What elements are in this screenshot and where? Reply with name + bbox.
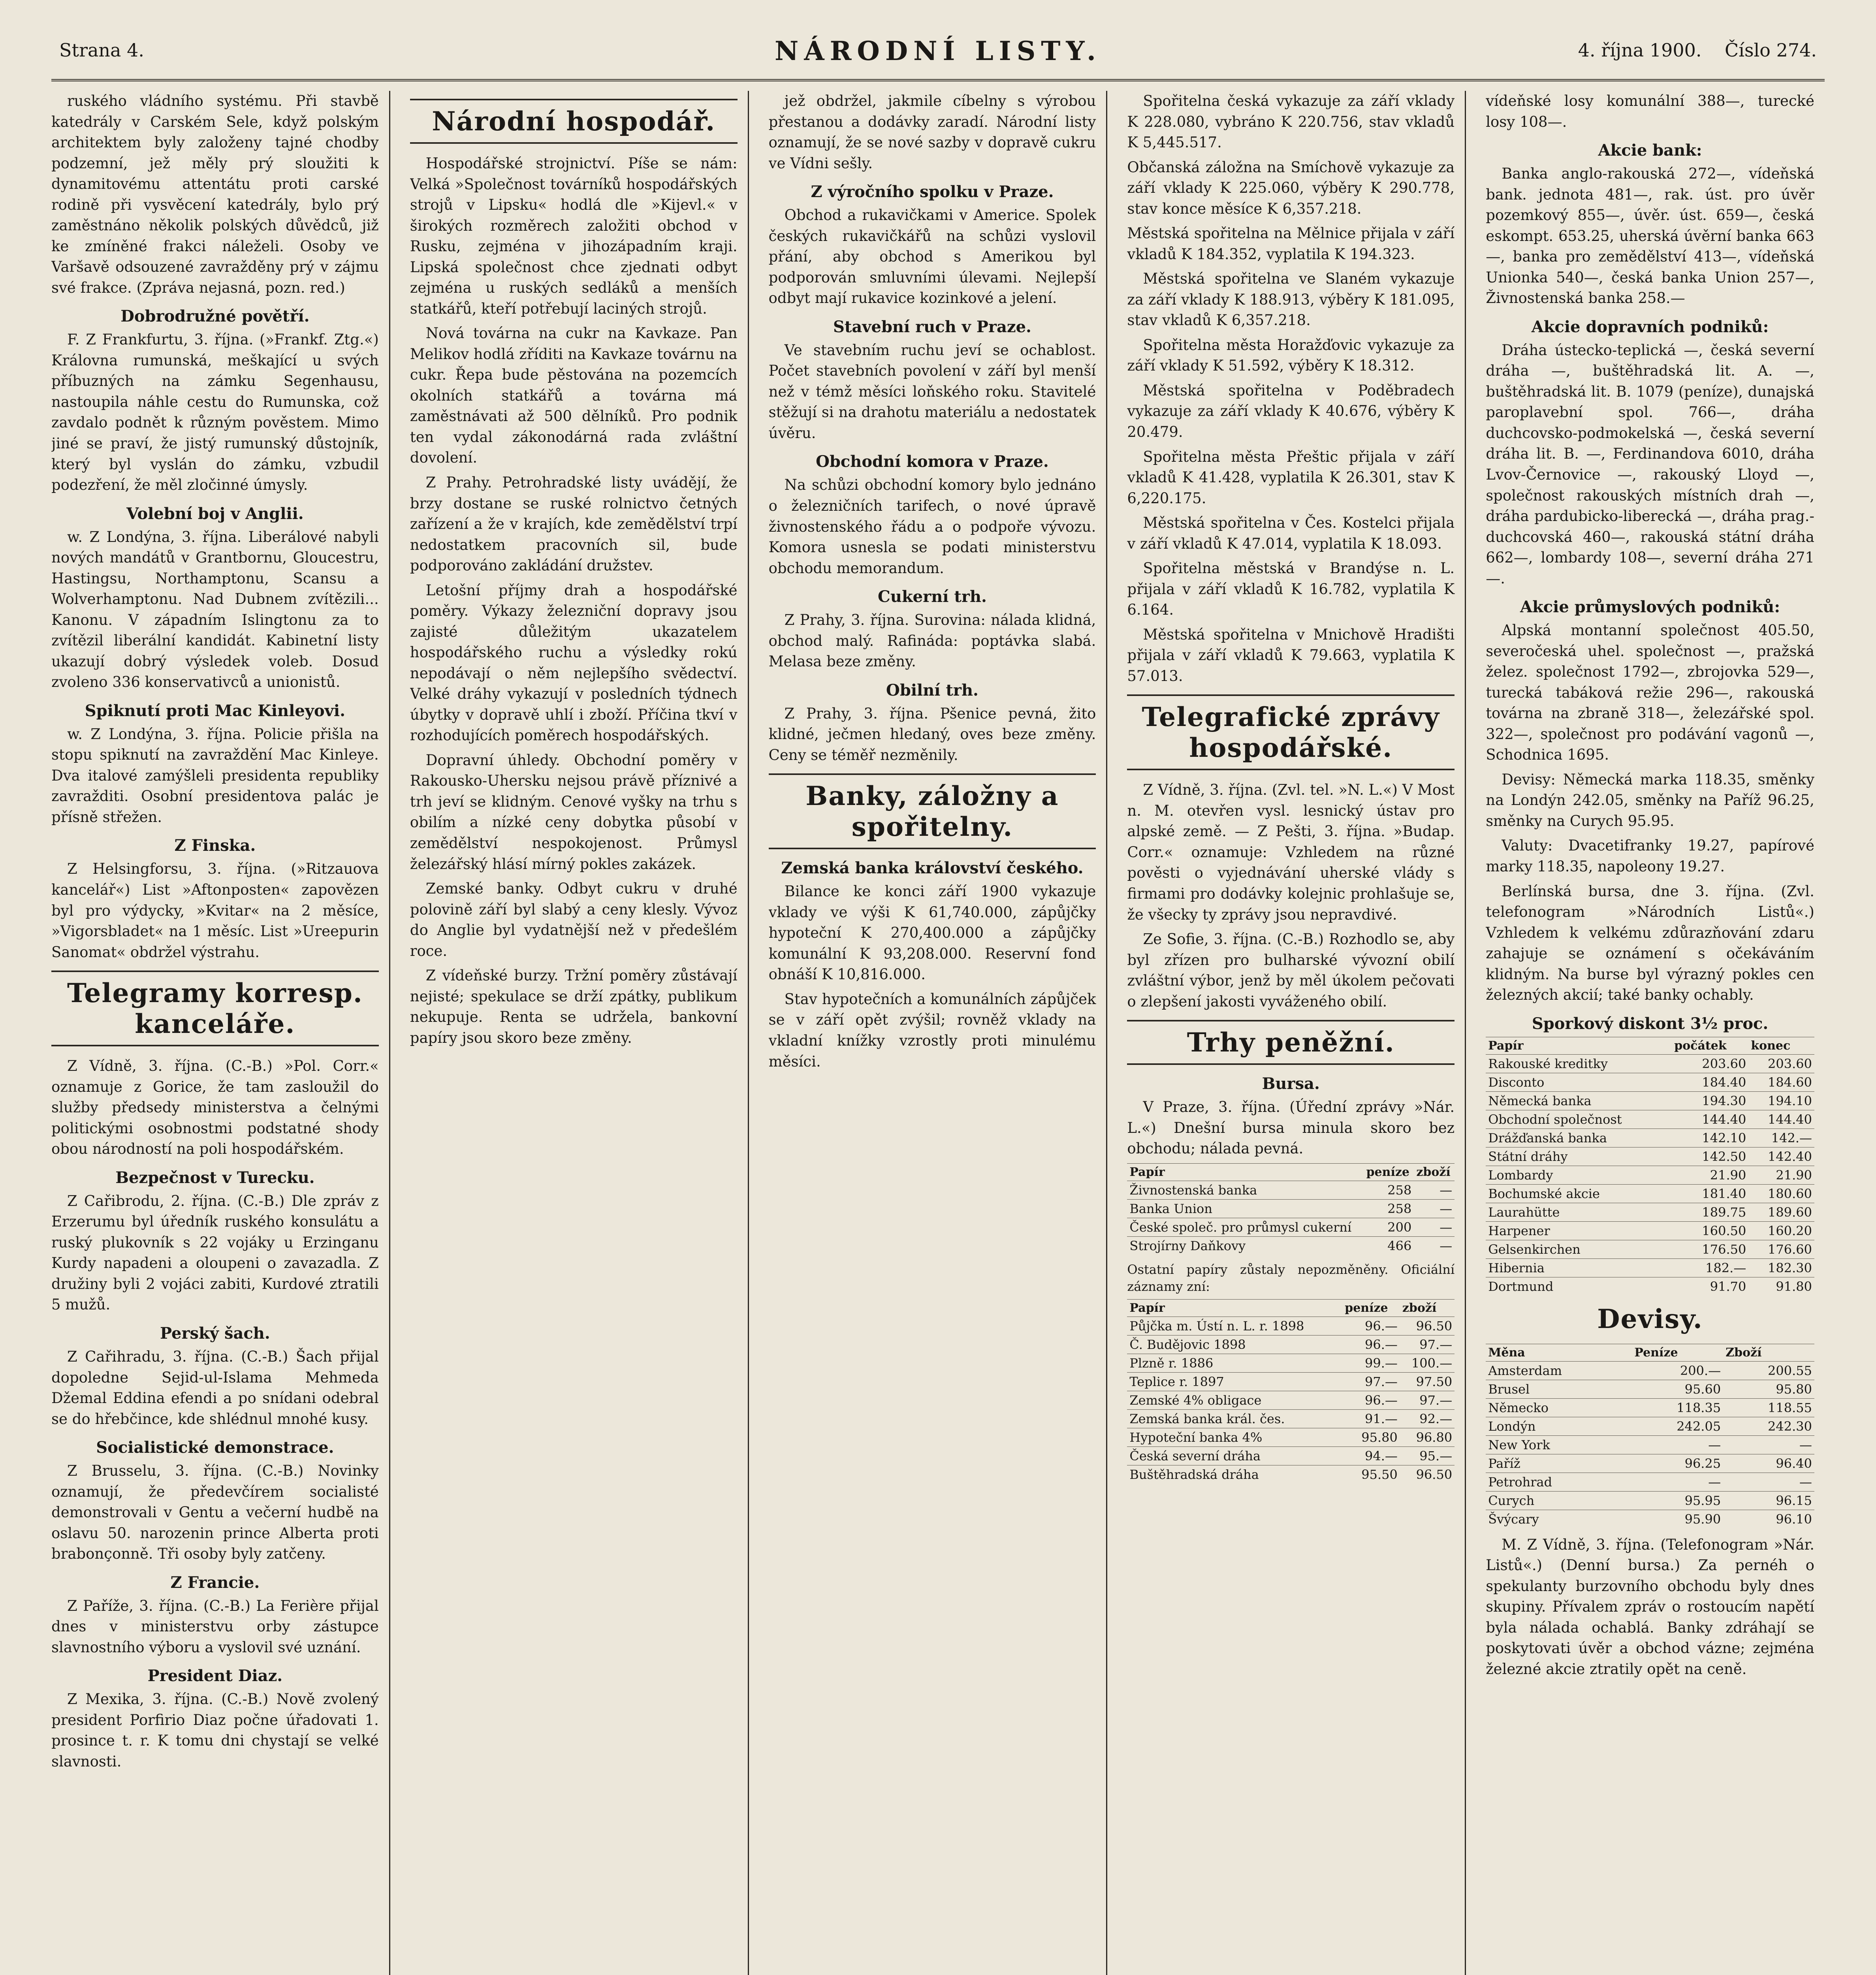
heading-akcie-prumysl: Akcie průmyslových podniků: bbox=[1520, 598, 1780, 617]
bank-name: České společ. pro průmysl cukerní bbox=[1127, 1218, 1364, 1236]
page-number: Strana 4. bbox=[59, 40, 144, 61]
heading-akcie-bank: Akcie bank: bbox=[1598, 141, 1702, 160]
berlin-a: 176.50 bbox=[1672, 1240, 1748, 1258]
devisy-b: 200.55 bbox=[1723, 1361, 1814, 1380]
devisy-a: 118.35 bbox=[1632, 1398, 1723, 1417]
spiknuti-text: w. Z Londýna, 3. října. Policie přišla na stopu spiknutí na zavraždění Mac Kinleye. Dva italové zamýšleli presidenta republiky zavražditi. Osobní presidentova palác je přísně střežen. bbox=[51, 725, 379, 826]
francie-text: Z Paříže, 3. října. (C.-B.) La Ferière přijal dnes v ministerstvu orby zástupce slavnostního výboru a vyslovil své uznání. bbox=[51, 1597, 379, 1656]
hospodar-text-1: Hospodářské strojnictví. Píše se nám: Velká »Společnost továrníků hospodářských strojů v Lipsku« hodlá dle »Kijevl.« v širokých rozměrech založiti obchod v Rusku, zejména v jihozápadním kraji. Lipská společnost chce zjednati odbyt zejména u ruských sedláků a menších statkářů, kteří potřebují laciných strojů. bbox=[410, 155, 738, 317]
berlin-a: 142.10 bbox=[1672, 1129, 1748, 1147]
berlin-name: Lombardy bbox=[1486, 1166, 1672, 1184]
bond-table-header-cell: zboží bbox=[1400, 1300, 1455, 1317]
mestska-sporitelna: Městská spořitelna na Mělnice přijala v září vkladů K 184.352, vyplatila K 194.323. bbox=[1127, 225, 1455, 263]
bond-goods: 96.80 bbox=[1400, 1428, 1455, 1447]
bond-money: 95.80 bbox=[1342, 1428, 1400, 1447]
bank-money: 200 bbox=[1364, 1218, 1414, 1236]
col5-text-3: Dráha ústecko-teplická —, česká severní dráha —, buštěhradská lit. A. —, buštěhradská lit. B. 1079 (peníze), dunajská paroplavební spol. 766—, dráha duchcovsko-podmokelská —, česká severní dráha lit. B. —, Ferdinandova 6010, dráha Lvov-Černovice —, rakouský Lloyd —, společnost rakouských místních drah —, dráha pardubicko-liberecká —, dráha prag.-duchcovská 460—, rakouská státní dráha 662—, lombardy 108—, severní dráha 271—. bbox=[1486, 341, 1814, 587]
berlin-header-cell: Papír bbox=[1486, 1037, 1672, 1054]
table-row bbox=[1486, 1417, 1814, 1435]
berlin-name: Hibernia bbox=[1486, 1258, 1672, 1277]
col4-text-2: Městská spořitelna ve Slaném vykazuje za září vklady K 188.913, výběry K 181.095, stav vkladů K 6,357.218. bbox=[1127, 270, 1455, 329]
bond-name: Buštěhradská dráha bbox=[1127, 1465, 1342, 1484]
col4-text-8: Městská spořitelna v Mnichově Hradišti přijala v září vkladů K 79.663, vyplatila K 57.013. bbox=[1127, 626, 1455, 685]
berlin-a: 144.40 bbox=[1672, 1110, 1748, 1129]
berlin-name: Dortmund bbox=[1486, 1277, 1672, 1296]
col4-text-4: Městská spořitelna v Poděbradech vykazuje za září vklady K 40.676, výběry K 20.479. bbox=[1127, 382, 1455, 440]
heading-socialisticke: Socialistické demonstrace. bbox=[96, 1438, 334, 1457]
table-row bbox=[1127, 1317, 1455, 1335]
berlin-b: 142.— bbox=[1748, 1129, 1814, 1147]
dobrodruzne-text: F. Z Frankfurtu, 3. října. (»Frankf. Ztg.«) Královna rumunská, meškající u svých příbuzných na zámku Segenhausu, nastoupila náhle cestu do Rumunska, což zavdalo podnět k různým pověstem. Mimo jiné se praví, že jistý rumunský důstojník, který byl vyslán do zámku, vzbudil podezření, že měl zločinné úmysly. bbox=[51, 331, 379, 494]
hospodar-text-2: Nová továrna na cukr na Kavkaze. Pan Melikov hodlá zříditi na Kavkaze továrnu na cukr. Řepa bude pěstována na pozemcích okolních statkářů a továrna má zaměstnávati až 500 dělníků. Pro podnik ten vydal zákonodárná rada zvláštní dovolení. bbox=[410, 325, 738, 466]
col5-closing-text: M. Z Vídně, 3. října. (Telefonogram »Nár. Listů«.) (Denní bursa.) Za pernéh o spekulanty burzovního obchodu byly dnes skupiny. Přívalem zpráv o rostoucím napětí byla nálada ochablá. Banky zdráhají se poskytovati úvěr a obchod vázne; zejména železné akcie ztratily opět na ceně. bbox=[1486, 1536, 1814, 1678]
bond-name: Č. Budějovic 1898 bbox=[1127, 1335, 1342, 1354]
table-row bbox=[1486, 1454, 1814, 1473]
col5-text-2: Banka anglo-rakouská 272—, vídeňská bank. jednota 481—, rak. úst. pro úvěr pozemkový 855—, úvěr. úst. 659—, česká eskompt. 653.25, uherská úvěrní banka 663—, banka pro zemědělství 413—, vídeňská Unionka 540—, česká banka Union 257—, Živnostenská banka 258.— bbox=[1486, 165, 1814, 307]
socialisticke-text: Z Brusselu, 3. října. (C.-B.) Novinky oznamují, že předevčírem socialisté demonstrovali v Gentu a večerní hudbě na oslavu 50. narozenin prince Alberta proti brabonçonně. Tři osoby byly zatčeny. bbox=[51, 1462, 379, 1563]
berlin-name: Harpener bbox=[1486, 1221, 1672, 1240]
bond-name: Hypoteční banka 4% bbox=[1127, 1428, 1342, 1447]
berlin-name: Laurahütte bbox=[1486, 1203, 1672, 1221]
table-row bbox=[1127, 1428, 1455, 1447]
table-row bbox=[1486, 1110, 1814, 1129]
devisy-table-header bbox=[1486, 1344, 1814, 1361]
col5-text-6: Valuty: Dvacetifranky 19.27, papírové marky 118.35, napoleony 19.27. bbox=[1486, 837, 1814, 875]
heading-obili: Obilní trh. bbox=[886, 681, 978, 700]
devisy-header-cell: Zboží bbox=[1723, 1344, 1814, 1361]
heading-president: President Diaz. bbox=[147, 1667, 283, 1685]
heading-spiknuti: Spiknutí proti Mac Kinleyovi. bbox=[85, 701, 346, 720]
bond-goods: 96.50 bbox=[1400, 1465, 1455, 1484]
table-row bbox=[1486, 1258, 1814, 1277]
devisy-a: 242.05 bbox=[1632, 1417, 1723, 1435]
berlin-b: 203.60 bbox=[1748, 1054, 1814, 1073]
berlin-name: Drážďanská banka bbox=[1486, 1129, 1672, 1147]
berlin-name: Gelsenkirchen bbox=[1486, 1240, 1672, 1258]
columns bbox=[51, 91, 1825, 1975]
devisy-b: 242.30 bbox=[1723, 1417, 1814, 1435]
table-row bbox=[1127, 1465, 1455, 1484]
table-row bbox=[1127, 1218, 1455, 1236]
devisy-name: Petrohrad bbox=[1486, 1473, 1632, 1491]
bank-table-header-cell: Papír bbox=[1127, 1163, 1364, 1181]
table-row bbox=[1486, 1073, 1814, 1091]
heading-obchodni: Obchodní komora v Praze. bbox=[816, 452, 1049, 471]
table-row bbox=[1486, 1221, 1814, 1240]
bond-name: Plzně r. 1886 bbox=[1127, 1354, 1342, 1373]
heading-bezpecnost: Bezpečnost v Turecku. bbox=[115, 1168, 315, 1187]
table-row bbox=[1486, 1473, 1814, 1491]
volebni-text: w. Z Londýna, 3. října. Liberálové nabyli nových mandátů v Grantbornu, Gloucestru, Hastingsu, Northamptonu, Scansu a Wolverhamptonu. Nad Dubnem zvítězili... Kanonu. V západním Islingtonu za to zvítězil liberální kandidát. Kabinetní listy ukazují dobrý výsledek voleb. Dosud zvoleno 336 konservativců a unionistů. bbox=[51, 528, 379, 691]
table-row bbox=[1486, 1361, 1814, 1380]
telegram-heading: Telegramy korresp. kanceláře. bbox=[51, 971, 379, 1046]
bond-money: 94.— bbox=[1342, 1447, 1400, 1465]
table-row bbox=[1486, 1147, 1814, 1166]
berlin-b: 144.40 bbox=[1748, 1110, 1814, 1129]
section-trhy: Trhy peněžní. bbox=[1127, 1020, 1455, 1065]
hospodar-text-6: Zemské banky. Odbyt cukru v druhé polovině září byl slabý a ceny klesly. Vývoz do Anglie byl vydatnější než v předešlém roce. bbox=[410, 880, 738, 959]
bond-money: 96.— bbox=[1342, 1391, 1400, 1410]
devisy-name: Švýcary bbox=[1486, 1510, 1632, 1528]
col5-text-1: vídeňské losy komunální 388—, turecké losy 108—. bbox=[1486, 92, 1814, 130]
bezpecnost-text: Z Cařibrodu, 2. října. (C.-B.) Dle zpráv z Erzerumu byl úředník ruského konsulátu a ruský plukovník s 22 vojáky u Erzinganu Kurdy napadeni a oloupeni o zavazadla. Z družiny byli 2 vojáci zabiti, Kurdové ztratili 5 mužů. bbox=[51, 1192, 379, 1313]
bank-name: Strojírny Daňkovy bbox=[1127, 1236, 1364, 1255]
col5-text-7: Berlínská bursa, dne 3. října. (Zvl. telefonogram »Národních Listů«.) Vzhledem k velkému zdůrazňování zdaru zahajuje se oznámení s očekáváním klidným. Na burse byl výrazný pokles cen železných akcií; také banky ochably. bbox=[1486, 882, 1814, 1004]
devisy-a: 95.90 bbox=[1632, 1510, 1723, 1528]
berlin-a: 91.70 bbox=[1672, 1277, 1748, 1296]
section-banky: Banky, záložny a spořitelny. bbox=[769, 773, 1096, 849]
col4-text-5: Spořitelna města Přeštic přijala v září vkladů K 41.428, vyplatila K 26.301, stav K 6,220.175. bbox=[1127, 448, 1455, 507]
devisy-header-cell: Měna bbox=[1486, 1344, 1632, 1361]
devisy-heading: Devisy. bbox=[1597, 1303, 1703, 1334]
bond-name: Zemské 4% obligace bbox=[1127, 1391, 1342, 1410]
newspaper-title: NÁRODNÍ LISTY. bbox=[775, 36, 1101, 66]
devisy-name: New York bbox=[1486, 1435, 1632, 1454]
bond-name: Půjčka m. Ústí n. L. r. 1898 bbox=[1127, 1317, 1342, 1335]
table-row bbox=[1127, 1373, 1455, 1391]
devisy-table bbox=[1486, 1344, 1814, 1528]
date: 4. října 1900. bbox=[1578, 40, 1702, 61]
table-row bbox=[1127, 1447, 1455, 1465]
table-row bbox=[1486, 1398, 1814, 1417]
table-row bbox=[1486, 1184, 1814, 1203]
devisy-a: 95.95 bbox=[1632, 1491, 1723, 1510]
column-2 bbox=[410, 91, 749, 1975]
hospodar-text-3: Z Prahy. Petrohradské listy uvádějí, že brzy dostane se ruské rolnictvo četných zařízení a že v krajích, kde zemědělství trpí nedostatkem pracovních sil, bude podporováno zakládání družstev. bbox=[410, 474, 738, 574]
finska-text: Z Helsingforsu, 3. října. (»Ritzauova kancelář«) List »Aftonposten« zapovězen byl pro výdycky, »Kvitar« na 2 měsíce, »Vigorsbladet« na 1 měsíc. List »Ureepurin Sanomat« obdržel výstrahu. bbox=[51, 860, 379, 961]
table-row bbox=[1486, 1054, 1814, 1073]
berlin-a: 160.50 bbox=[1672, 1221, 1748, 1240]
bond-goods: 96.50 bbox=[1400, 1317, 1455, 1335]
berlin-b: 160.20 bbox=[1748, 1221, 1814, 1240]
bank-money: 258 bbox=[1364, 1199, 1414, 1218]
column-5 bbox=[1486, 91, 1825, 1975]
col3-text-8: Stav hypotečních a komunálních zápůjček se v září opět zvýšil; rovněž vklady na vkladní knížky vzrostly proti minulému měsíci. bbox=[768, 990, 1096, 1070]
berlin-name: Disconto bbox=[1486, 1073, 1672, 1091]
bond-table-header bbox=[1127, 1300, 1455, 1317]
bank-name: Banka Union bbox=[1127, 1199, 1364, 1218]
bond-table-header-cell: Papír bbox=[1127, 1300, 1342, 1317]
col4-text-7: Spořitelna městská v Brandýse n. L. přijala v září vkladů K 16.782, vyplatila K 6.164. bbox=[1127, 560, 1455, 619]
devisy-name: Paříž bbox=[1486, 1454, 1632, 1473]
berlin-b: 180.60 bbox=[1748, 1184, 1814, 1203]
devisy-header-cell: Peníze bbox=[1632, 1344, 1723, 1361]
table-row bbox=[1127, 1236, 1455, 1255]
bond-name: Česká severní dráha bbox=[1127, 1447, 1342, 1465]
table-row bbox=[1486, 1277, 1814, 1296]
heading-akcie-doprav: Akcie dopravních podniků: bbox=[1531, 317, 1769, 336]
issue-date bbox=[1578, 40, 1817, 61]
berlin-table-header bbox=[1486, 1037, 1814, 1054]
berlin-a: 189.75 bbox=[1672, 1203, 1748, 1221]
table-row bbox=[1127, 1354, 1455, 1373]
column-1 bbox=[51, 91, 390, 1975]
table-row bbox=[1127, 1181, 1455, 1199]
table-row bbox=[1486, 1129, 1814, 1147]
devisy-a: — bbox=[1632, 1473, 1723, 1491]
bond-money: 96.— bbox=[1342, 1335, 1400, 1354]
berlin-table bbox=[1486, 1037, 1814, 1296]
heading-hospodarske: Stavební ruch v Praze. bbox=[833, 317, 1031, 336]
heading-finska: Z Finska. bbox=[174, 836, 256, 855]
berlin-b: 194.10 bbox=[1748, 1091, 1814, 1110]
bank-goods: — bbox=[1414, 1218, 1455, 1236]
devisy-name: Amsterdam bbox=[1486, 1361, 1632, 1380]
table-row bbox=[1486, 1491, 1814, 1510]
berlin-name: Státní dráhy bbox=[1486, 1147, 1672, 1166]
col3-text-4: Na schůzi obchodní komory bylo jednáno o železničních tarifech, o nové úpravě živnostenského řádu a o podpoře vývozu. Komora usnesla se podati ministerstvu obchodu memorandum. bbox=[768, 476, 1096, 577]
page-header bbox=[51, 28, 1825, 81]
grain-heading: Sporkový diskont 3½ proc. bbox=[1532, 1014, 1769, 1033]
table-row bbox=[1486, 1203, 1814, 1221]
berlin-a: 21.90 bbox=[1672, 1166, 1748, 1184]
bank-goods: — bbox=[1414, 1236, 1455, 1255]
berlin-name: Rakouské kreditky bbox=[1486, 1054, 1672, 1073]
devisy-b: 95.80 bbox=[1723, 1380, 1814, 1398]
col3-text-3: Ve stavebním ruchu jeví se ochablost. Počet stavebních povolení v září byl menší než v témž měsíci loňského roku. Stavitelé stěžují si na drahotu materiálu a nedostatek úvěru. bbox=[768, 341, 1096, 442]
heading-persky: Perský šach. bbox=[160, 1324, 270, 1343]
bank-table-header-cell: peníze bbox=[1364, 1163, 1414, 1181]
table-row bbox=[1127, 1410, 1455, 1428]
table-row bbox=[1486, 1240, 1814, 1258]
berlin-name: Obchodní společnost bbox=[1486, 1110, 1672, 1129]
table-row bbox=[1127, 1391, 1455, 1410]
devisy-b: — bbox=[1723, 1473, 1814, 1491]
bond-goods: 95.— bbox=[1400, 1447, 1455, 1465]
obcanska-zalozna: Občanská záložna na Smíchově vykazuje za září vklady K 225.060, výběry K 290.778, stav konce měsíce K 6,357.218. bbox=[1127, 158, 1455, 217]
column-3 bbox=[769, 91, 1108, 1975]
devisy-b: — bbox=[1723, 1435, 1814, 1454]
table-row bbox=[1486, 1091, 1814, 1110]
devisy-a: — bbox=[1632, 1435, 1723, 1454]
burza-note: Ostatní papíry zůstaly nepozměněny. Oficiální záznamy zní: bbox=[1127, 1262, 1455, 1294]
berlin-name: Německá banka bbox=[1486, 1091, 1672, 1110]
bond-goods: 97.— bbox=[1400, 1391, 1455, 1410]
sofie-text: Ze Sofie, 3. října. (C.-B.) Rozhodlo se, aby byl zřízen pro bulharské vývozní obilí zvláštní výbor, jenž by měl úkolem pečovati o zlepšení jakosti vyváženého obilí. bbox=[1127, 931, 1455, 1010]
column-4 bbox=[1127, 91, 1466, 1975]
devisy-b: 118.55 bbox=[1723, 1398, 1814, 1417]
berlin-header-cell: počátek bbox=[1672, 1037, 1748, 1054]
berlin-b: 184.60 bbox=[1748, 1073, 1814, 1091]
berlin-a: 181.40 bbox=[1672, 1184, 1748, 1203]
table-row bbox=[1486, 1435, 1814, 1454]
devisy-b: 96.40 bbox=[1723, 1454, 1814, 1473]
col4-text-3: Spořitelna města Horažďovic vykazuje za září vklady K 51.592, výběry K 18.312. bbox=[1127, 336, 1455, 374]
col4-text-1: Spořitelna česká vykazuje za září vklady K 228.080, vybráno K 220.756, stav vkladů K 5,445.517. bbox=[1127, 92, 1455, 151]
berlin-b: 142.40 bbox=[1748, 1147, 1814, 1166]
bank-goods: — bbox=[1414, 1181, 1455, 1199]
issue-number: Číslo 274. bbox=[1725, 40, 1817, 61]
berlin-a: 203.60 bbox=[1672, 1054, 1748, 1073]
col4-text-6: Městská spořitelna v Čes. Kostelci přijala v září vkladů K 47.014, vyplatila K 18.093. bbox=[1127, 514, 1455, 552]
bank-name: Živnostenská banka bbox=[1127, 1181, 1364, 1199]
table-row bbox=[1127, 1199, 1455, 1218]
bond-goods: 92.— bbox=[1400, 1410, 1455, 1428]
bond-table bbox=[1127, 1299, 1455, 1484]
table-row bbox=[1127, 1335, 1455, 1354]
bond-goods: 97.— bbox=[1400, 1335, 1455, 1354]
burza-heading: Bursa. bbox=[1262, 1074, 1320, 1093]
bond-money: 95.50 bbox=[1342, 1465, 1400, 1484]
berlin-name: Bochumské akcie bbox=[1486, 1184, 1672, 1203]
berlin-b: 91.80 bbox=[1748, 1277, 1814, 1296]
bond-goods: 97.50 bbox=[1400, 1373, 1455, 1391]
col3-text-5: Z Prahy, 3. října. Surovina: nálada klidná, obchod malý. Rafináda: poptávka slabá. Melasa beze změny. bbox=[768, 611, 1096, 670]
hospodar-text-7: Z vídeňské burzy. Tržní poměry zůstávají nejisté; spekulace se drží zpátky, publikum nekupuje. Renta se udržela, bankovní papíry jsou skoro beze změny. bbox=[410, 967, 738, 1046]
berlin-a: 182.— bbox=[1672, 1258, 1748, 1277]
bond-name: Teplice r. 1897 bbox=[1127, 1373, 1342, 1391]
heading-cukr: Cukerní trh. bbox=[878, 587, 987, 606]
col5-text-5: Devisy: Německá marka 118.35, směnky na Londýn 242.05, směnky na Paříž 96.25, směnky na Curych 95.95. bbox=[1486, 771, 1814, 830]
bank-goods: — bbox=[1414, 1199, 1455, 1218]
section-narodni-hospodar: Národní hospodář. bbox=[410, 99, 738, 144]
heading-vyvoz: Z výročního spolku v Praze. bbox=[811, 182, 1054, 201]
devisy-a: 96.25 bbox=[1632, 1454, 1723, 1473]
berlin-a: 194.30 bbox=[1672, 1091, 1748, 1110]
devisy-name: Brusel bbox=[1486, 1380, 1632, 1398]
table-row bbox=[1486, 1166, 1814, 1184]
bank-money: 466 bbox=[1364, 1236, 1414, 1255]
burza-text: V Praze, 3. října. (Úřední zprávy »Nár. L.«) Dnešní bursa minula skoro bez obchodu; nálada pevná. bbox=[1127, 1098, 1455, 1157]
berlin-b: 21.90 bbox=[1748, 1166, 1814, 1184]
col3-text-2: Obchod a rukavičkami v Americe. Spolek českých rukavičkářů na schůzi vyslovil přání, aby obchod s Amerikou byl podporován smluvními úlevami. Nejlepší odbyt mají rukavice kozinkové a jelení. bbox=[768, 207, 1096, 307]
berlin-b: 182.30 bbox=[1748, 1258, 1814, 1277]
bond-table-header-cell: peníze bbox=[1342, 1300, 1400, 1317]
section-telegraf: Telegrafické zprávy hospodářské. bbox=[1127, 694, 1455, 770]
col3-text-7: Bilance ke konci září 1900 vykazuje vklady ve výši K 61,740.000, zápůjčky hypoteční K 270,400.000 a zápůjčky komunální K 93,208.000. Reservní fond obnáší K 10,816.000. bbox=[768, 883, 1096, 983]
hospodar-text-4: Letošní příjmy drah a hospodářské poměry. Výkazy železniční dopravy jsou zajisté důležitým ukazatelem hospodářského ruchu a výsledky rokú nepodávají o něm nejlepšího svědectví. Velké dráhy vykazují v posledních týdnech úbytky v dopravě uhlí i zboží. Příčina tkví v rozhodujících poměrech hospodářských. bbox=[410, 581, 738, 744]
berlin-b: 176.60 bbox=[1748, 1240, 1814, 1258]
bank-table bbox=[1127, 1163, 1455, 1255]
bond-goods: 100.— bbox=[1400, 1354, 1455, 1373]
telegram-text: Z Vídně, 3. října. (C.-B.) »Pol. Corr.« oznamuje z Gorice, že tam zasloužil do služby předsedy ministerstva a čelnými politickými osobnostmi podstatné shody obou národností na poli hospodářském. bbox=[51, 1057, 379, 1158]
devisy-name: Curych bbox=[1486, 1491, 1632, 1510]
devisy-a: 200.— bbox=[1632, 1361, 1723, 1380]
bank-table-header-cell: zboží bbox=[1414, 1163, 1455, 1181]
president-text: Z Mexika, 3. října. (C.-B.) Nově zvolený president Porfirio Diaz počne úřadovati 1. prosince t. r. K tomu dni chystají se velké slavnosti. bbox=[51, 1691, 379, 1770]
bond-money: 97.— bbox=[1342, 1373, 1400, 1391]
col3-text-1: jež obdržel, jakmile cíbelny s výrobou přestanou a dodávky zaradí. Národní listy oznamují, že se nové sazby v dopravě cukru ve Vídni sešly. bbox=[768, 92, 1096, 172]
heading-francie: Z Francie. bbox=[170, 1573, 260, 1592]
col5-text-4: Alpská montanní společnost 405.50, severočeská uhel. společnost —, pražská želez. společnost 1792—, zbrojovka 529—, turecká tabáková režie 296—, rakouská továrna na zbraně 318—, železářské spol. 322—, společnost pro podávání vagonů —, Schodnica 1695. bbox=[1486, 622, 1814, 764]
table-row bbox=[1486, 1510, 1814, 1528]
table-row bbox=[1486, 1380, 1814, 1398]
heading-zemska: Zemská banka království českého. bbox=[781, 859, 1084, 878]
heading-dobrodruzne: Dobrodružné povětří. bbox=[120, 307, 310, 326]
col3-text-6: Z Prahy, 3. října. Pšenice pevná, žito klidné, ječmen hledaný, oves beze změny. Ceny se téměř nezměnily. bbox=[768, 705, 1096, 764]
bond-money: 99.— bbox=[1342, 1354, 1400, 1373]
bond-money: 91.— bbox=[1342, 1410, 1400, 1428]
bank-money: 258 bbox=[1364, 1181, 1414, 1199]
bank-table-header bbox=[1127, 1163, 1455, 1181]
devisy-a: 95.60 bbox=[1632, 1380, 1723, 1398]
berlin-b: 189.60 bbox=[1748, 1203, 1814, 1221]
devisy-b: 96.10 bbox=[1723, 1510, 1814, 1528]
heading-volebni: Volební boj v Anglii. bbox=[126, 504, 304, 523]
berlin-a: 142.50 bbox=[1672, 1147, 1748, 1166]
persky-text: Z Cařihradu, 3. října. (C.-B.) Šach přijal dopoledne Sejid-ul-Islama Mehmeda Džemal Eddina efendi a po snídani odebral se do hřebčince, kde shlédnul mnohé kusy. bbox=[51, 1348, 379, 1428]
bond-name: Zemská banka král. čes. bbox=[1127, 1410, 1342, 1428]
telegraf-text: Z Vídně, 3. října. (Zvl. tel. »N. L.«) V Most n. M. otevřen vysl. lesnický ústav pro alpské země. — Z Pešti, 3. října. »Budap. Corr.« oznamuje: Vzhledem na různé pověsti o vyjednávání uherské vlády s firmami pro dodávky kolejnic prohlašuje se, že všecky ty zprávy jsou nepravdivé. bbox=[1127, 781, 1455, 923]
berlin-a: 184.40 bbox=[1672, 1073, 1748, 1091]
intro-paragraph: ruského vládního systému. Při stavbě katedrály v Carském Sele, když polským architektem byly založeny tajné chodby podzemní, jež měly prý sloužiti k dynamitovému attentátu proti carské rodině při vysvěcení katedrály, bylo prý zaměstnáno několik polských důvědců, již ke zmíněné frakci náleželi. Osoby ve Varšavě odsouzené zavražděny prý v zájmu své frakce. (Zpráva nejasná, pozn. red.) bbox=[51, 92, 379, 296]
bond-money: 96.— bbox=[1342, 1317, 1400, 1335]
devisy-name: Londýn bbox=[1486, 1417, 1632, 1435]
hospodar-text-5: Dopravní úhledy. Obchodní poměry v Rakousko-Uhersku nejsou právě příznivé a trh jeví se klidným. Cenové vyšky na trhu s obilím a nízké ceny dobytka působí v zemědělství nespokojenost. Průmysl železářský hlásí mírný pokles zakázek. bbox=[410, 751, 738, 873]
berlin-header-cell: konec bbox=[1748, 1037, 1814, 1054]
devisy-b: 96.15 bbox=[1723, 1491, 1814, 1510]
devisy-name: Německo bbox=[1486, 1398, 1632, 1417]
